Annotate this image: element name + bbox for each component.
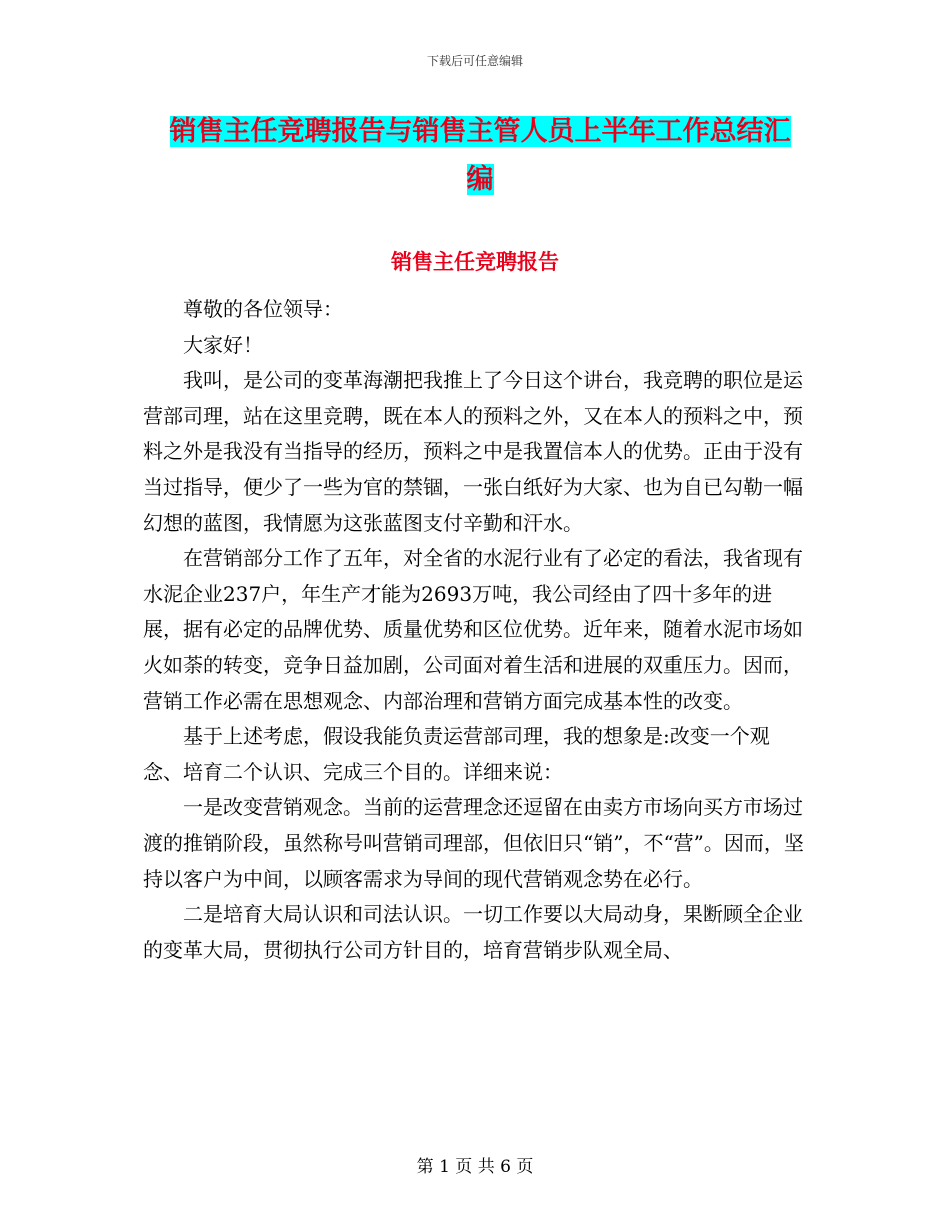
paragraph: 二是培育大局认识和司法认识。一切工作要以大局动身，果断顾全企业的变革大局，贯彻执行公司方针目的，培育营销步队观全局、 [143,902,803,962]
document-title-line-2: 编 [466,164,494,195]
body-text [143,292,808,968]
page-header: 下载后可任意编辑 [426,54,523,68]
paragraph: 一是改变营销观念。当前的运营理念还逗留在由卖方市场向买方市场过渡的推销阶段，虽然称号叫营销司理部，但依旧只“销”，不“营”。因而，坚持以客户为中间，以顾客需求为导间的现代营销观念势在必行。 [143,795,804,891]
document-title [140,108,820,204]
salutation: 尊敬的各位领导： [183,297,343,321]
paragraph: 我叫，是公司的变革海潮把我推上了今日这个讲台，我竞聘的职位是运营部司理，站在这里竞聘，既在本人的预料之外，又在本人的预料之中，预料之外是我没有当指导的经历，预料之中是我置信本人的优势。正由于没有当过指导，便少了一些为官的禁锢，一张白纸好为大家、也为自已勾勒一幅幻想的蓝图，我情愿为这张蓝图支付辛勤和汗水。 [143,368,803,535]
document-title-line-1: 销售主任竞聘报告与销售主管人员上半年工作总结汇 [169,116,791,147]
paragraph: 基于上述考虑，假设我能负责运营部司理，我的想象是:改变一个观念、培育二个认识、完成三个目的。详细来说： [143,724,770,784]
section-title: 销售主任竞聘报告 [391,250,559,274]
greeting: 大家好！ [183,332,263,357]
page-footer: 第 1 页 共 6 页 [416,1157,534,1177]
paragraph: 在营销部分工作了五年，对全省的水泥行业有了必定的看法，我省现有水泥企业237户，年生产才能为2693万吨，我公司经由了四十多年的进展，据有必定的品牌优势、质量优势和区位优势。近年来，随着水泥市场如火如荼的转变，竞争日益加剧，公司面对着生活和进展的双重压力。因而，营销工作必需在思想观念、内部治理和营销方面完成基本性的改变。 [143,546,803,713]
